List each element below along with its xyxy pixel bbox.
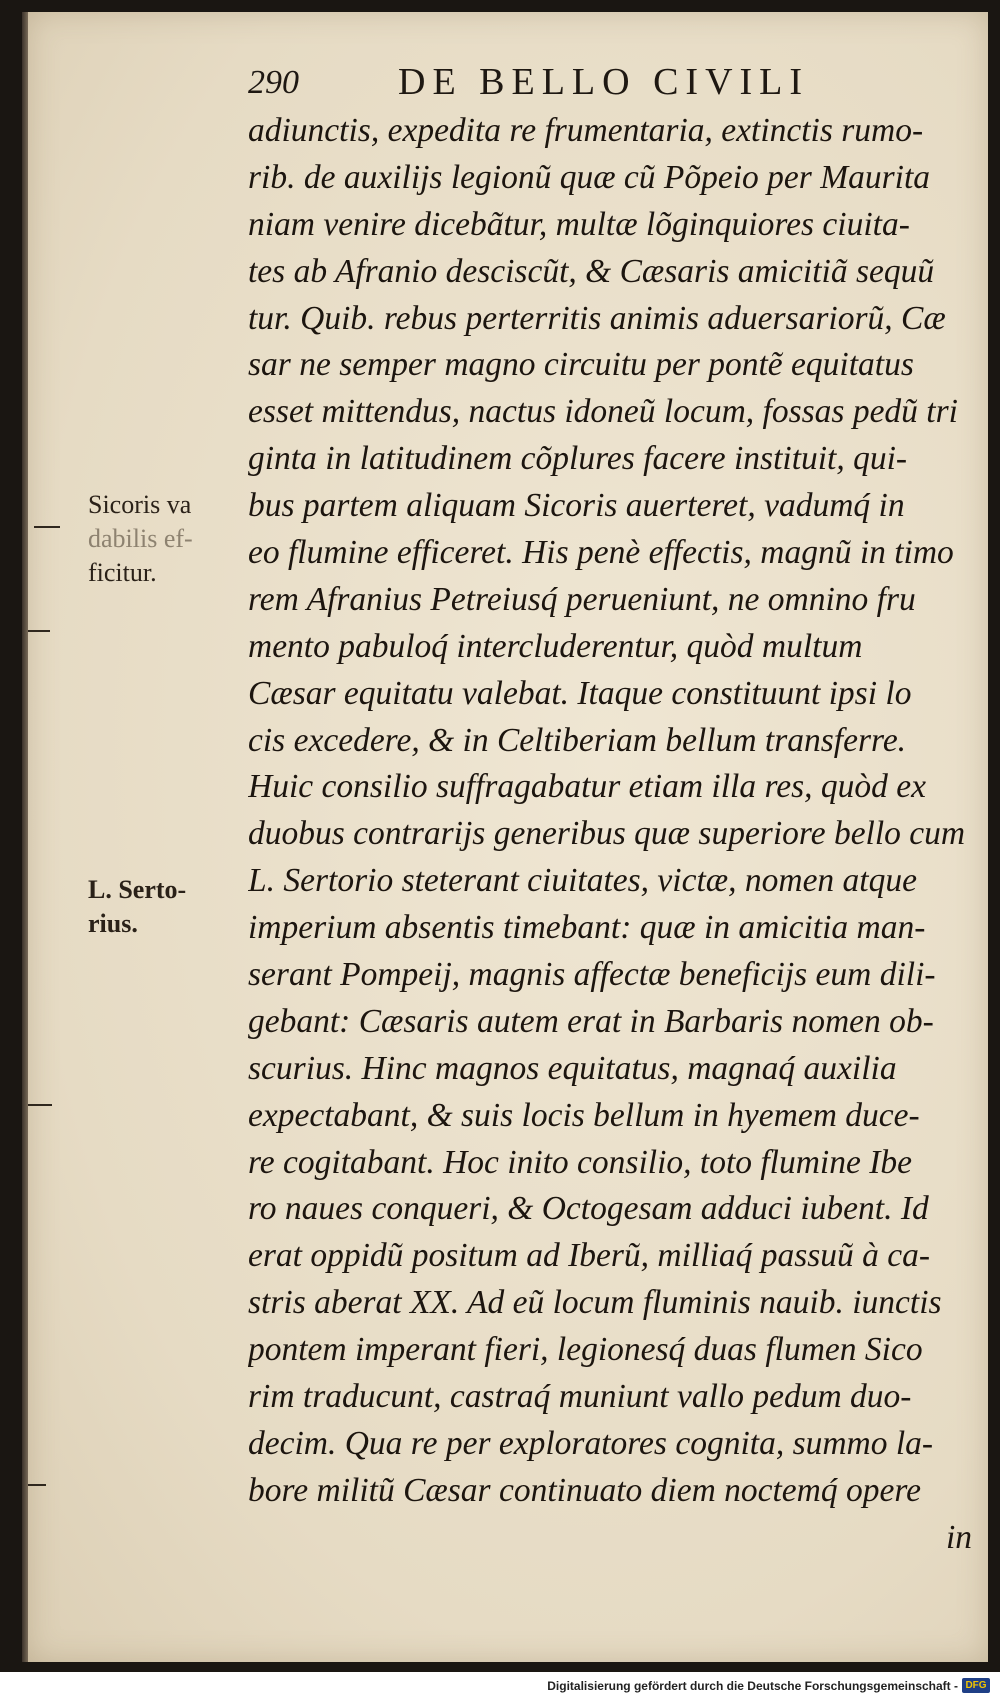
running-title: DE BELLO CIVILI — [398, 61, 810, 103]
text-line: pontem imperant fieri, legionesq́ duas flumen Sico — [248, 1331, 923, 1369]
margin-tick-mark — [34, 526, 60, 528]
margin-note-line: L. Serto- — [88, 875, 187, 904]
margin-note-line: rius. — [88, 909, 138, 938]
text-line: decim. Qua re per exploratores cognita, summo la- — [248, 1424, 934, 1462]
text-line: L. Sertorio steterant ciuitates, victæ, nomen atque — [248, 862, 917, 900]
margin-tick-mark — [28, 1104, 52, 1106]
text-line: expectabant, & suis locis bellum in hyemem duce- — [248, 1096, 920, 1134]
text-line: sar ne semper magno circuitu per pontẽ equitatus — [248, 346, 914, 384]
footer-text: Digitalisierung gefördert durch die Deutsche Forschungsgemeinschaft - — [547, 1678, 958, 1693]
page-header — [248, 58, 948, 108]
text-line: stris aberat XX. Ad eũ locum fluminis nauib. iunctis — [248, 1284, 942, 1322]
dfg-logo-label: DFG — [965, 1680, 987, 1691]
text-line: erat oppidũ positum ad Iberũ, milliaq́ passuũ à ca- — [248, 1237, 931, 1275]
text-line: mento pabuloq́ intercluderentur, quòd multum — [248, 627, 863, 665]
text-line: duobus contrarijs generibus quæ superiore bello cum — [248, 815, 966, 853]
text-line: serant Pompeij, magnis affectæ beneficijs eum dili- — [248, 956, 936, 994]
text-line: Huic consilio suffragabatur etiam illa res, quòd ex — [248, 768, 927, 806]
text-line: rib. de auxilijs legionũ quæ cũ Põpeio per Maurita — [248, 158, 931, 196]
text-line: esset mittendus, nactus idoneũ locum, fossas pedũ tri — [248, 393, 958, 431]
dfg-logo — [962, 1678, 990, 1693]
margin-note-line: Sicoris va — [88, 490, 192, 519]
text-line: adiunctis, expedita re frumentaria, extinctis rumo- — [248, 112, 924, 149]
text-line: niam venire dicebãtur, multæ lõginquiores ciuita- — [248, 205, 910, 243]
page-number: 290 — [248, 64, 299, 101]
text-line: tes ab Afranio desciscũt, & Cæsaris amicitiã sequũ — [248, 252, 935, 290]
text-line: bus partem aliquam Sicoris auerteret, vadumq́ in — [248, 487, 905, 525]
margin-tick-mark — [28, 1484, 46, 1486]
margin-tick-mark — [28, 630, 50, 632]
text-line: imperium absentis timebant: quæ in amicitia man- — [248, 909, 926, 947]
text-line: tur. Quib. rebus perterritis animis aduersariorũ, Cæ — [248, 299, 946, 337]
text-line: ginta in latitudinem cõplures facere instituit, qui- — [248, 440, 908, 478]
text-line: rem Afranius Petreiusq́ perueniunt, ne omnino fru — [248, 580, 916, 618]
text-line: Cæsar equitatu valebat. Itaque constituunt ipsi lo — [248, 674, 912, 712]
text-line: scurius. Hinc magnos equitatus, magnaq́ auxilia — [248, 1049, 897, 1087]
body-text — [248, 108, 978, 1562]
text-line: eo flumine efficeret. His penè effectis, magnũ in timo — [248, 534, 954, 572]
text-line: gebant: Cæsaris autem erat in Barbaris nomen ob- — [248, 1002, 934, 1040]
text-line: rim traducunt, castraq́ muniunt vallo pedum duo- — [248, 1378, 912, 1416]
margin-note-sertorius — [88, 873, 248, 941]
margin-note-sicoris — [88, 488, 248, 590]
text-line: re cogitabant. Hoc inito consilio, toto flumine Ibe — [248, 1143, 913, 1181]
margin-note-line: dabilis ef- — [88, 524, 193, 553]
text-line: cis excedere, & in Celtiberiam bellum transferre. — [248, 721, 907, 759]
margin-note-line: ficitur. — [88, 558, 157, 587]
text-line: ro naues conqueri, & Octogesam adduci iubent. Id — [248, 1190, 929, 1228]
text-line: in — [945, 1518, 972, 1556]
digitization-footer — [547, 1678, 990, 1693]
text-line: bore militũ Cæsar continuato diem noctemq́ opere — [248, 1471, 922, 1509]
